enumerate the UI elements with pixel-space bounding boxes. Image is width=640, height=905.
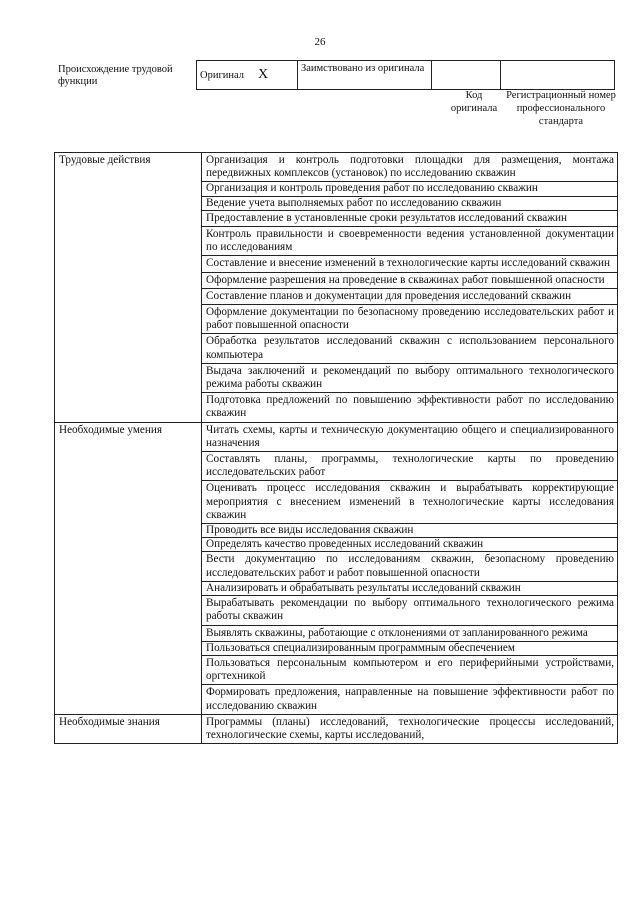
section-item: Обработка результатов исследований скважин с использованием персонального компьютера	[202, 334, 618, 363]
section-title: Необходимые знания	[55, 714, 202, 743]
origin-label: Происхождение трудовой функции	[58, 64, 173, 87]
section-title: Необходимые умения	[55, 422, 202, 714]
section-item: Анализировать и обрабатывать результаты исследований скважин	[202, 581, 618, 595]
section-item: Читать схемы, карты и техническую документацию общего и специализированного назначения	[202, 422, 618, 451]
section-item: Составление и внесение изменений в технологические карты исследований скважин	[202, 256, 618, 272]
section-item: Формировать предложения, направленные на повышение эффективности работ по исследованию скважин	[202, 685, 618, 714]
original-cell	[197, 61, 298, 90]
section-item: Составлять планы, программы, технологические карты по проведению исследовательских работ	[202, 452, 618, 481]
section-item: Вести документацию по исследованиям скважин, безопасному проведению исследовательских работ и работ повышенной опасности	[202, 552, 618, 581]
section-item: Выявлять скважины, работающие с отклонениями от запланированного режима	[202, 625, 618, 641]
code-cell	[432, 61, 501, 90]
section-item: Подготовка предложений по повышению эффективности работ по исследованию скважин	[202, 393, 618, 422]
original-mark: X	[258, 67, 269, 82]
section-item: Оформление разрешения на проведение в скважинах работ повышенной опасности	[202, 272, 618, 288]
original-label: Оригинал	[200, 70, 244, 81]
section-item: Определять качество проведенных исследований скважин	[202, 538, 618, 552]
section-item: Контроль правильности и своевременности ведения установленной документации по исследованиям	[202, 227, 618, 256]
table-row	[55, 714, 618, 743]
section-item: Организация и контроль подготовки площадки для размещения, монтажа передвижных комплексов (установок) по исследованию скважин	[202, 153, 618, 182]
origin-table	[196, 60, 615, 90]
table-row	[55, 153, 618, 182]
section-item: Пользоваться специализированным программным обеспечением	[202, 641, 618, 655]
section-item: Организация и контроль проведения работ по исследованию скважин	[202, 182, 618, 196]
section-item: Вырабатывать рекомендации по выбору оптимального технологического режима работы скважин	[202, 596, 618, 625]
reg-caption: Регистрационный номер профессионального стандарта	[506, 90, 616, 127]
section-item: Ведение учета выполняемых работ по исследованию скважин	[202, 196, 618, 210]
section-item: Пользоваться персональным компьютером и его периферийными устройствами, оргтехникой	[202, 655, 618, 684]
section-item: Программы (планы) исследований, технологические процессы исследований, технологические схемы, карты исследований,	[202, 714, 618, 743]
code-caption: Код оригинала	[450, 90, 498, 114]
section-title: Трудовые действия	[55, 153, 202, 423]
section-item: Составление планов и документации для проведения исследований скважин	[202, 288, 618, 304]
section-item: Выдача заключений и рекомендаций по выбору оптимального технологического режима работы скважин	[202, 363, 618, 392]
section-item: Оценивать процесс исследования скважин и вырабатывать корректирующие мероприятия с внесением изменений в технологические карты исследования скважин	[202, 481, 618, 524]
section-item: Оформление документации по безопасному проведению исследовательских работ и работ повышенной опасности	[202, 305, 618, 334]
table-row	[55, 422, 618, 451]
section-item: Проводить все виды исследования скважин	[202, 524, 618, 538]
page-number: 26	[314, 36, 326, 48]
section-item: Предоставление в установленные сроки результатов исследований скважин	[202, 210, 618, 226]
function-table	[54, 152, 618, 744]
reg-number-cell	[501, 61, 615, 90]
borrowed-cell: Заимствовано из оригинала	[298, 61, 432, 90]
